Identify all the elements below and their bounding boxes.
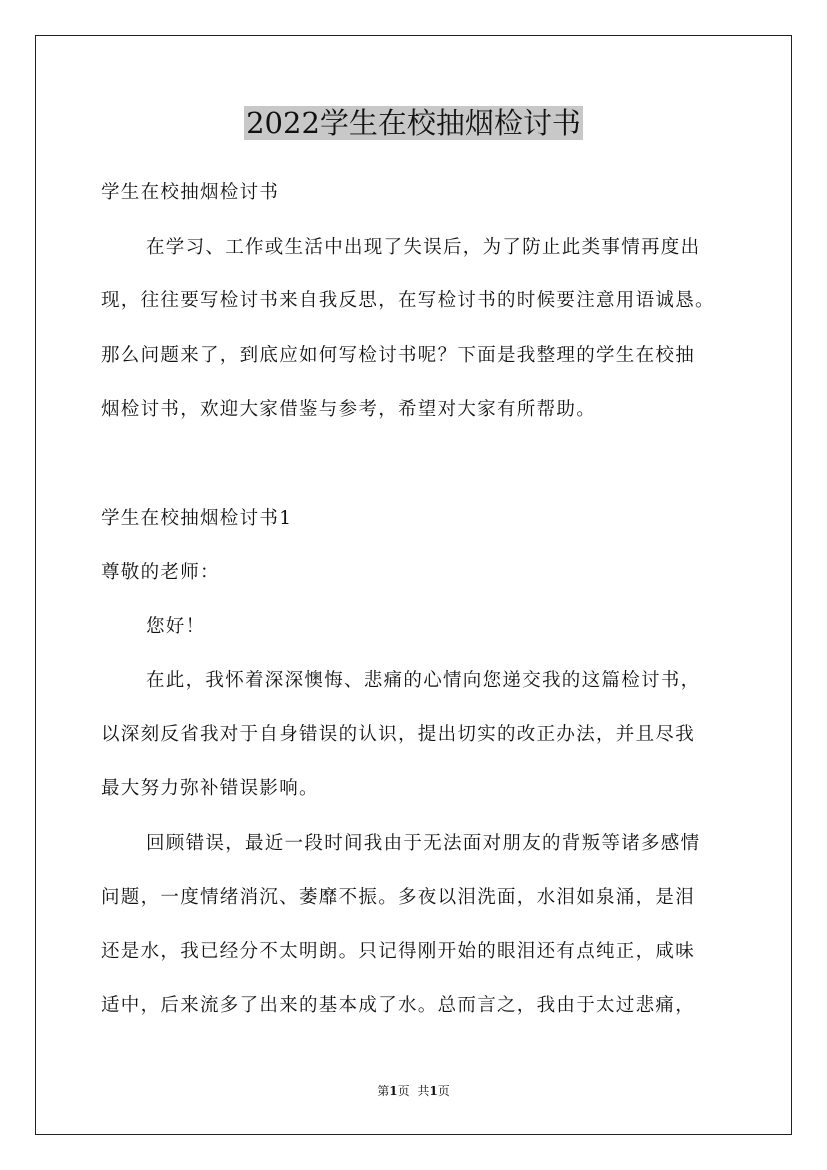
- footer-page-prefix: 第: [377, 1084, 390, 1098]
- para1-line-1: 在此，我怀着深深懊悔、悲痛的心情向您递交我的这篇检讨书，: [146, 670, 701, 691]
- footer-total-prefix: 共: [417, 1084, 430, 1098]
- intro-line-4: 烟检讨书，欢迎大家借鉴与参考，希望对大家有所帮助。: [101, 399, 597, 420]
- document-title: [0, 103, 827, 143]
- intro-line-3: 那么问题来了，到底应如何写检讨书呢？下面是我整理的学生在校抽: [101, 345, 696, 366]
- footer-page-suffix: 页: [397, 1084, 410, 1098]
- intro-line-1: 在学习、工作或生活中出现了失误后，为了防止此类事情再度出: [146, 237, 701, 258]
- para2-line-4: 适中，后来流多了出来的基本成了水。总而言之，我由于太过悲痛，: [101, 995, 696, 1016]
- document-title-text: 2022学生在校抽烟检讨书: [246, 106, 581, 140]
- para2-line-2: 问题，一度情绪消沉、萎靡不振。多夜以泪洗面，水泪如泉涌，是泪: [101, 887, 696, 908]
- intro-line-2: 现，往往要写检讨书来自我反思，在写检讨书的时候要注意用语诚恳。: [101, 290, 715, 311]
- para1-line-2: 以深刻反省我对于自身错误的认识，提出切实的改正办法，并且尽我: [101, 724, 696, 745]
- greeting: 您好！: [146, 616, 206, 637]
- page-footer: [0, 1083, 827, 1099]
- footer-total-suffix: 页: [437, 1084, 450, 1098]
- section-heading: 学生在校抽烟检讨书1: [101, 508, 293, 529]
- para2-line-1: 回顾错误，最近一段时间我由于无法面对朋友的背叛等诸多感情: [146, 833, 701, 854]
- footer-page-number: 1: [389, 1084, 398, 1098]
- para1-line-3: 最大努力弥补错误影响。: [101, 778, 319, 799]
- footer-total-number: 1: [429, 1084, 438, 1098]
- subtitle: 学生在校抽烟检讨书: [101, 182, 280, 203]
- salutation: 尊敬的老师：: [101, 562, 220, 583]
- para2-line-3: 还是水，我已经分不太明朗。只记得刚开始的眼泪还有点纯正，咸味: [101, 941, 696, 962]
